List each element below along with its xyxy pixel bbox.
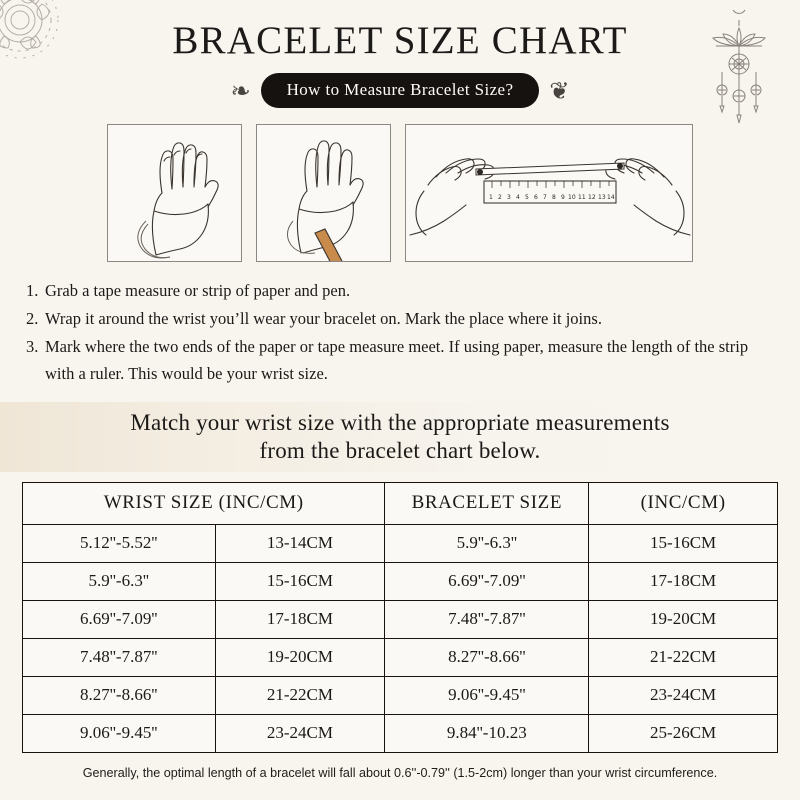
table-row bbox=[23, 638, 778, 676]
size-table-wrapper bbox=[0, 482, 800, 753]
how-to-measure-pill: How to Measure Bracelet Size? bbox=[261, 73, 540, 108]
flourish-right-icon: ❦ bbox=[549, 76, 570, 105]
footnote-text: Generally, the optimal length of a bracelet will fall about 0.6''-0.79'' (1.5-2cm) longer than your wrist circumference. bbox=[82, 765, 718, 780]
svg-text:5: 5 bbox=[525, 194, 529, 201]
cell-wrist-cm: 21-22CM bbox=[215, 676, 385, 714]
step-number: 3. bbox=[26, 336, 39, 356]
table-row bbox=[23, 524, 778, 562]
svg-text:8: 8 bbox=[552, 194, 556, 201]
illustration-hand-with-tape-measure bbox=[107, 124, 242, 262]
svg-text:13: 13 bbox=[598, 194, 606, 201]
svg-text:2: 2 bbox=[498, 194, 502, 201]
svg-text:6: 6 bbox=[534, 194, 538, 201]
step-text: Mark where the two ends of the paper or tape measure meet. If using paper, measure the length of the strip with a ruler. This would be your wrist size. bbox=[45, 336, 749, 383]
svg-text:7: 7 bbox=[543, 194, 547, 201]
cell-wrist-inch: 7.48''-7.87'' bbox=[23, 638, 216, 676]
illustration-hands-measuring-with-ruler bbox=[405, 124, 693, 262]
cell-bracelet-cm: 17-18CM bbox=[589, 562, 778, 600]
cell-wrist-inch: 8.27''-8.66'' bbox=[23, 676, 216, 714]
cell-wrist-cm: 17-18CM bbox=[215, 600, 385, 638]
svg-text:4: 4 bbox=[516, 194, 520, 201]
table-row bbox=[23, 562, 778, 600]
cell-bracelet-inch: 6.69''-7.09'' bbox=[385, 562, 589, 600]
table-row bbox=[23, 714, 778, 752]
step-number: 1. bbox=[26, 281, 39, 300]
svg-text:12: 12 bbox=[588, 194, 596, 201]
cell-bracelet-cm: 21-22CM bbox=[589, 638, 778, 676]
cell-wrist-inch: 6.69''-7.09'' bbox=[23, 600, 216, 638]
cell-wrist-cm: 19-20CM bbox=[215, 638, 385, 676]
cell-bracelet-inch: 9.06''-9.45'' bbox=[385, 676, 589, 714]
cell-bracelet-cm: 23-24CM bbox=[589, 676, 778, 714]
banner-line-1: Match your wrist size with the appropriate measurements bbox=[130, 409, 670, 435]
svg-text:9: 9 bbox=[561, 194, 565, 201]
table-header-row bbox=[23, 482, 778, 524]
svg-text:3: 3 bbox=[507, 194, 511, 201]
cell-wrist-cm: 13-14CM bbox=[215, 524, 385, 562]
header-bracelet-unit: (INC/CM) bbox=[589, 482, 778, 524]
instruction-steps bbox=[0, 278, 800, 388]
cell-bracelet-cm: 25-26CM bbox=[589, 714, 778, 752]
header-wrist-size: WRIST SIZE (INC/CM) bbox=[23, 482, 385, 524]
measure-instruction-banner bbox=[0, 73, 800, 108]
cell-wrist-cm: 23-24CM bbox=[215, 714, 385, 752]
banner-line-2: from the bracelet chart below. bbox=[259, 437, 541, 463]
cell-bracelet-inch: 5.9''-6.3'' bbox=[385, 524, 589, 562]
cell-bracelet-inch: 8.27''-8.66'' bbox=[385, 638, 589, 676]
svg-text:11: 11 bbox=[578, 194, 586, 201]
illustration-row bbox=[0, 124, 800, 262]
svg-text:1: 1 bbox=[489, 194, 493, 201]
svg-text:10: 10 bbox=[568, 194, 576, 201]
table-row bbox=[23, 600, 778, 638]
cell-wrist-inch: 5.9''-6.3'' bbox=[23, 562, 216, 600]
header-bracelet-size: BRACELET SIZE bbox=[385, 482, 589, 524]
flourish-left-icon: ❧ bbox=[230, 76, 251, 105]
match-size-banner bbox=[0, 402, 800, 472]
table-row bbox=[23, 676, 778, 714]
step-number: 2. bbox=[26, 308, 39, 328]
cell-bracelet-cm: 19-20CM bbox=[589, 600, 778, 638]
step-text: Grab a tape measure or strip of paper and pen. bbox=[45, 281, 351, 300]
cell-wrist-cm: 15-16CM bbox=[215, 562, 385, 600]
bracelet-size-table bbox=[22, 482, 778, 753]
cell-wrist-inch: 5.12''-5.52'' bbox=[23, 524, 216, 562]
step-text: Wrap it around the wrist you’ll wear your bracelet on. Mark the place where it joins. bbox=[45, 308, 602, 328]
illustration-hand-with-paper-strip bbox=[256, 124, 391, 262]
cell-bracelet-inch: 7.48''-7.87'' bbox=[385, 600, 589, 638]
cell-bracelet-cm: 15-16CM bbox=[589, 524, 778, 562]
svg-text:14: 14 bbox=[607, 194, 615, 201]
cell-wrist-inch: 9.06''-9.45'' bbox=[23, 714, 216, 752]
cell-bracelet-inch: 9.84''-10.23 bbox=[385, 714, 589, 752]
list-item bbox=[26, 278, 776, 305]
list-item bbox=[26, 334, 776, 388]
list-item bbox=[26, 306, 776, 333]
page-title: BRACELET SIZE CHART bbox=[172, 19, 628, 62]
